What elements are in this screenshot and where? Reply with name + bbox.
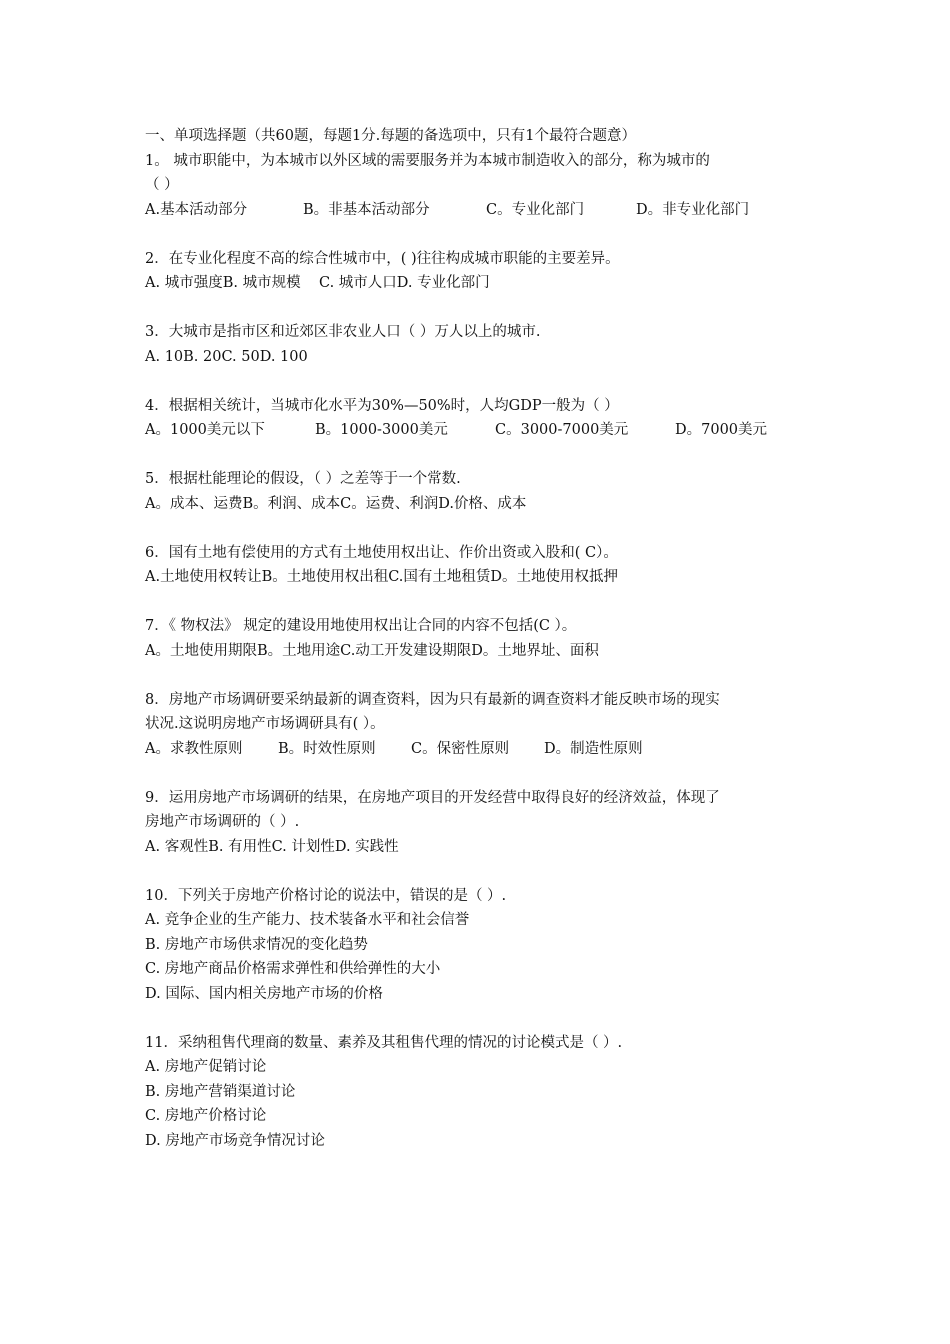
question-options [145,418,815,443]
question-stem: 10．下列关于房地产价格讨论的说法中，错误的是（ ）. [145,887,507,904]
question-7 [145,614,815,663]
question-options: A.土地使用权转让B。土地使用权出租C.国有土地租赁D。土地使用权抵押 [145,569,619,585]
option-a: A. 竞争企业的生产能力、技术装备水平和社会信誉 [145,912,470,928]
question-stem: 4．根据相关统计，当城市化水平为30%—50%时，人均GDP一般为（ ） [145,397,619,414]
question-stem-continued: 房地产市场调研的（ ）. [145,814,300,830]
option-b: B. 房地产市场供求情况的变化趋势 [145,936,368,953]
question-2 [145,247,815,296]
question-6 [145,541,815,590]
option-d: D。7000美元 [675,422,768,438]
option-d: D. 国际、国内相关房地产市场的价格 [145,985,383,1002]
option-d: D。非专业化部门 [636,201,750,218]
question-options: A。成本、运费B。利润、成本C。运费、利润D.价格、成本 [145,495,527,512]
exam-document [145,124,815,1153]
option-a: A. 房地产促销讨论 [145,1059,267,1075]
option-a: A。求教性原则 [145,740,243,757]
question-stem: 8．房地产市场调研要采纳最新的调查资料，因为只有最新的调查资料才能反映市场的现实 [145,691,720,708]
question-options: A。土地使用期限B。土地用途C.动工开发建设期限D。土地界址、面积 [145,642,599,659]
option-c: C. 房地产价格讨论 [145,1108,267,1124]
question-stem: 1。 城市职能中，为本城市以外区域的需要服务并为本城市制造收入的部分，称为城市的 [145,152,710,169]
option-c: C。专业化部门 [486,201,585,218]
question-stem: 6．国有土地有偿使用的方式有土地使用权出让、作价出资或入股和( C）。 [145,544,618,561]
question-stem: 7．《 物权法》 规定的建设用地使用权出让合同的内容不包括(C ）。 [145,618,577,634]
option-c: C。保密性原则 [411,740,510,757]
question-4 [145,394,815,443]
option-b: B。非基本活动部分 [303,201,430,218]
question-8 [145,688,815,762]
question-stem: 2．在专业化程度不高的综合性城市中，( )往往构成城市职能的主要差异。 [145,250,620,267]
option-d: D。制造性原则 [544,740,643,757]
section-header: 一、单项选择题（共60题，每题1分.每题的备选项中，只有1个最符合题意） [145,128,637,144]
option-b: B. 房地产营销渠道讨论 [145,1083,296,1100]
question-9 [145,786,815,860]
question-options [145,198,815,223]
option-a: A.基本活动部分 [145,201,248,218]
option-a: A。1000美元以下 [145,422,265,438]
option-d: D. 房地产市场竞争情况讨论 [145,1132,325,1149]
option-b: B。时效性原则 [278,740,376,757]
option-c: C。3000-7000美元 [495,422,629,438]
question-options: A. 10B. 20C. 50D. 100 [145,348,308,365]
question-stem: 5．根据杜能理论的假设，（ ）之差等于一个常数. [145,471,461,487]
question-stem: 9．运用房地产市场调研的结果，在房地产项目的开发经营中取得良好的经济效益，体现了 [145,789,720,806]
question-options [145,737,815,762]
option-b: B。1000-3000美元 [315,422,448,438]
question-stem: 11．采纳租售代理商的数量、素养及其租售代理的情况的讨论模式是（ ）. [145,1034,623,1051]
question-stem-continued: （ ） [145,177,179,193]
question-1 [145,149,815,223]
question-options: A. 客观性B. 有用性C. 计划性D. 实践性 [145,838,399,855]
option-c: C. 房地产商品价格需求弹性和供给弹性的大小 [145,961,441,977]
question-3 [145,320,815,369]
question-10 [145,884,815,1007]
question-stem: 3．大城市是指市区和近郊区非农业人口（ ）万人以上的城市. [145,324,541,340]
question-options: A. 城市强度B. 城市规模 C. 城市人口D. 专业化部门 [145,275,490,291]
question-11 [145,1031,815,1154]
question-stem-continued: 状况.这说明房地产市场调研具有( ）。 [145,716,385,732]
question-5 [145,467,815,516]
